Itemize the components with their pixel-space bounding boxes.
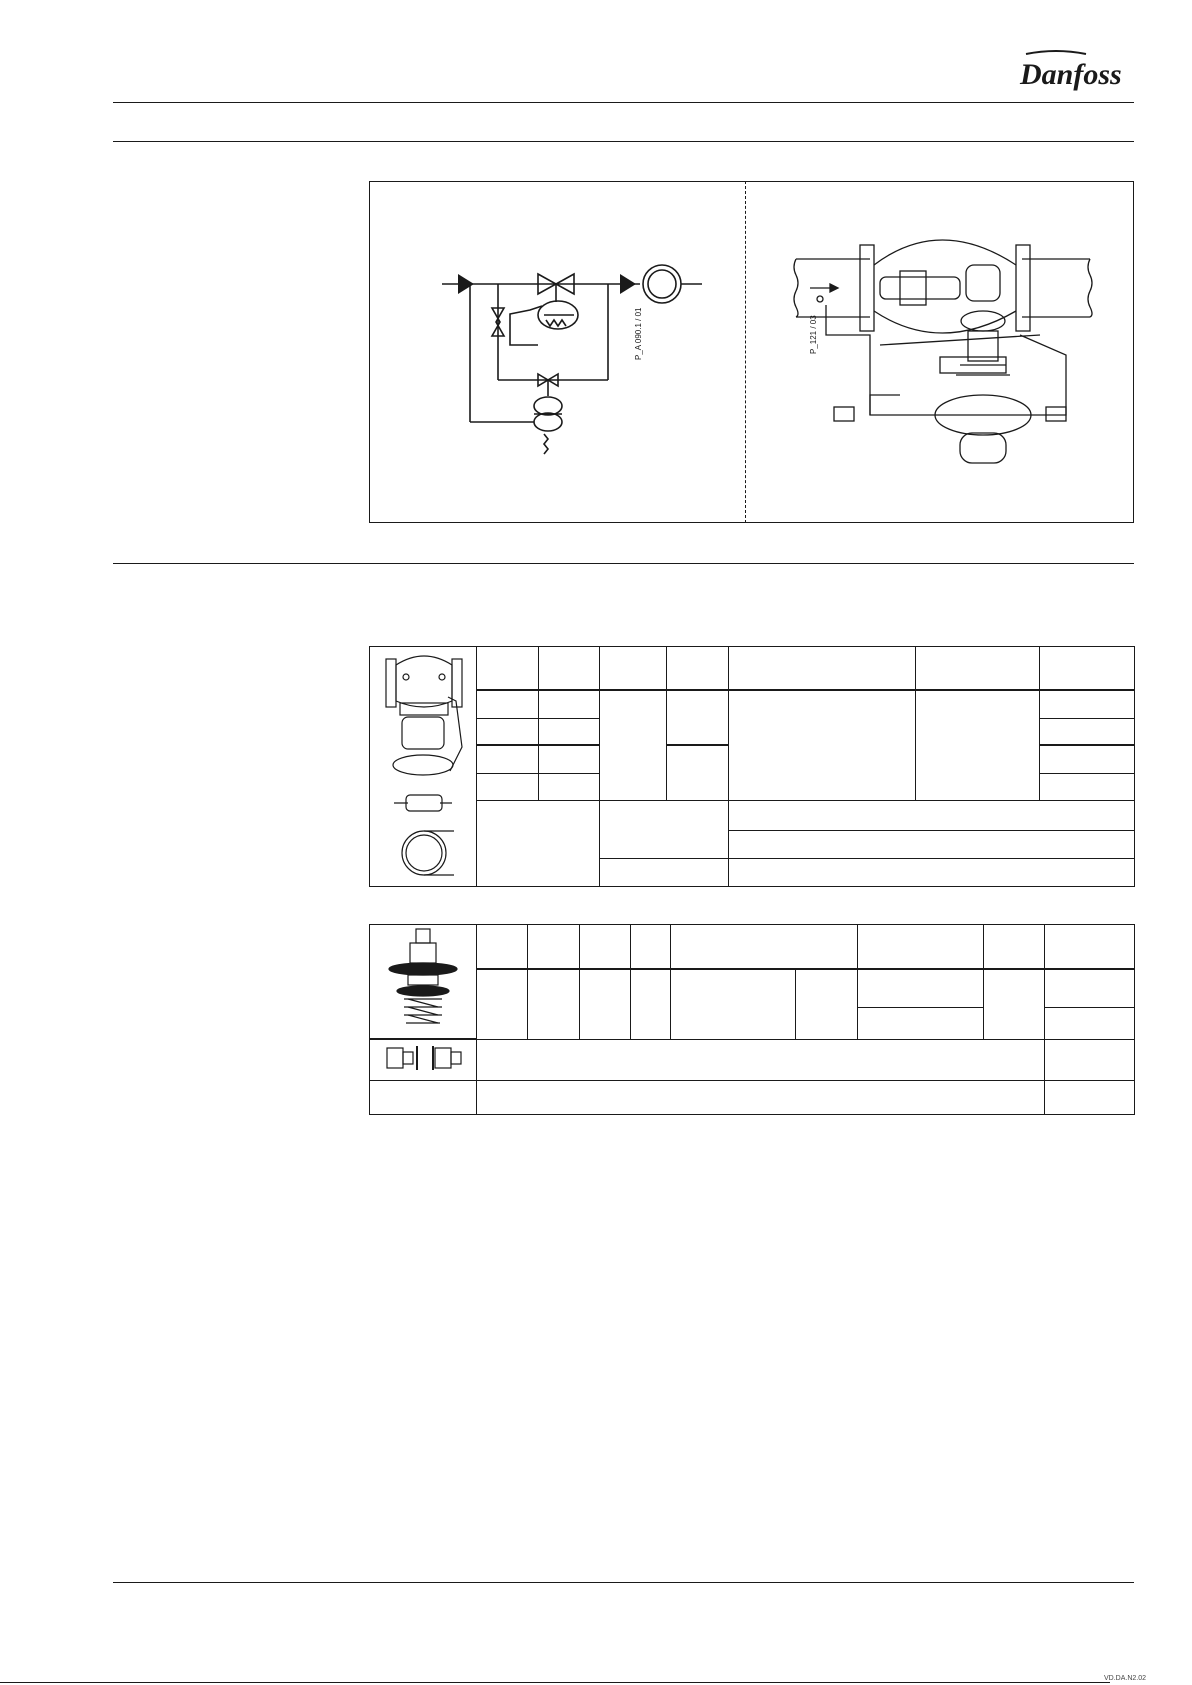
page-bottom-rule [0, 1682, 1110, 1683]
fitting-image-cell [370, 1039, 477, 1080]
ordering-table-accessories [369, 924, 1135, 1115]
footer-rule [113, 1582, 1134, 1583]
table-row [370, 690, 1135, 719]
product-image-cell [370, 647, 477, 887]
section-rule [113, 563, 1134, 564]
schematic-code: P_A 090.1 / 01 [634, 307, 643, 360]
fitting-product-image [373, 1040, 473, 1076]
drawing-code: P_121 / 03 [809, 315, 818, 354]
header-cell [600, 647, 667, 690]
product-image-cell [370, 925, 477, 1040]
footer-page-code: VD.DA.N2.02 [1104, 1675, 1147, 1682]
header-cell [1040, 647, 1135, 690]
logo-wordmark: Danfoss [1020, 58, 1122, 91]
danfoss-logo [1016, 46, 1134, 94]
table-row [370, 1080, 1135, 1114]
header-cell [477, 647, 539, 690]
valve-assembly-drawing [790, 225, 1100, 475]
header-cell [916, 647, 1040, 690]
table-row [370, 801, 1135, 831]
valve-product-image [370, 647, 476, 883]
header-cell [539, 647, 600, 690]
piping-schematic [430, 250, 720, 470]
table-header-row [370, 647, 1135, 690]
table-row [370, 1039, 1135, 1080]
ordering-table-main [369, 646, 1135, 887]
table-row [370, 969, 1135, 1008]
header-cell [729, 647, 916, 690]
header-rule-top [113, 102, 1134, 103]
table-header-row [370, 925, 1135, 969]
actuator-product-image [378, 925, 468, 1035]
header-cell [667, 647, 729, 690]
header-rule-bottom [113, 141, 1134, 142]
flow-arrow-icon [458, 274, 474, 294]
figure-divider [745, 181, 746, 523]
